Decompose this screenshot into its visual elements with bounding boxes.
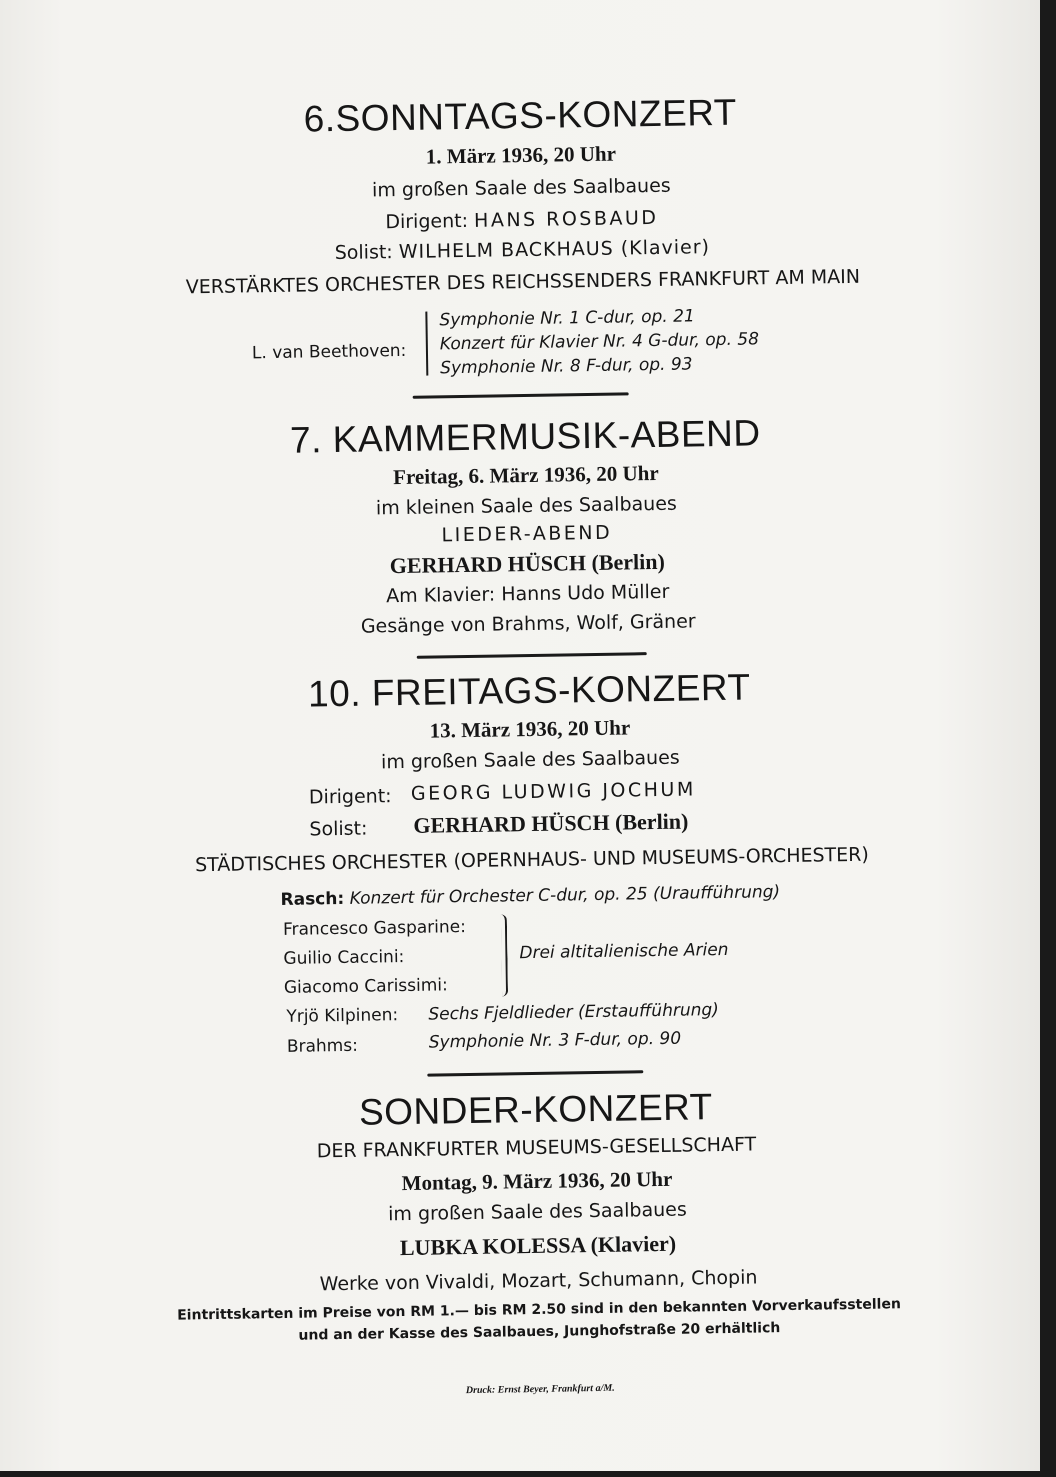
printer-credit: Druck: Ernst Beyer, Frankfurt a/M. xyxy=(465,1382,615,1397)
aria-work: Drei altitalienische Arien xyxy=(519,939,729,964)
concert-3-soloist: GERHARD HÜSCH (Berlin) xyxy=(413,808,689,838)
concert-4-title: SONDER-KONZERT xyxy=(358,1086,714,1133)
concert-2-program: Gesänge von Brahms, Wolf, Gräner xyxy=(360,610,696,638)
concert-2-subtitle: LIEDER-ABEND xyxy=(441,521,613,547)
conductor-label: Dirigent: xyxy=(385,209,469,234)
concert-2-venue: im kleinen Saale des Saalbaues xyxy=(375,492,678,520)
concert-3-orchestra: STÄDTISCHES ORCHESTER (OPERNHAUS- UND MUSEUMS-ORCHESTER) xyxy=(194,843,869,877)
works-brace xyxy=(425,312,428,376)
concert-1-conductor xyxy=(112,203,932,238)
kilpinen-label: Yrjö Kilpinen: xyxy=(286,1005,399,1027)
concert-2-date: Freitag, 6. März 1936, 20 Uhr xyxy=(392,460,659,490)
concert-4-date: Montag, 9. März 1936, 20 Uhr xyxy=(401,1166,673,1196)
aria-brace xyxy=(501,914,508,996)
concert-3-date: 13. März 1936, 20 Uhr xyxy=(429,715,631,743)
concert-3-venue: im großen Saale des Saalbaues xyxy=(380,746,680,774)
work-item: Symphonie Nr. 1 C-dur, op. 21 xyxy=(439,306,695,331)
concert-4-subtitle: DER FRANKFURTER MUSEUMS-GESELLSCHAFT xyxy=(316,1133,757,1163)
rasch-line xyxy=(280,882,780,910)
kilpinen-work: Sechs Fjeldlieder (Erstaufführung) xyxy=(428,1000,720,1025)
brahms-work: Symphonie Nr. 3 F-dur, op. 90 xyxy=(428,1028,682,1053)
ticket-info-line-1: Eintrittskarten im Preise von RM 1.— bis RM 2.50 sind in den bekannten Vorverkaufsstellen xyxy=(177,1296,901,1324)
aria-composer: Giacomo Carissimi: xyxy=(283,975,448,998)
concert-4-program: Werke von Vivaldi, Mozart, Schumann, Chopin xyxy=(319,1266,758,1296)
concert-3-conductor-label: Dirigent: xyxy=(308,785,392,809)
aria-composer: Francesco Gasparine: xyxy=(282,917,467,940)
concert-3-title: 10. FREITAGS-KONZERT xyxy=(307,666,751,715)
composer-label: Rasch: xyxy=(280,888,345,910)
concert-1-venue: im großen Saale des Saalbaues xyxy=(371,174,671,202)
aria-composer: Guilio Caccini: xyxy=(283,947,405,969)
concert-1-orchestra: VERSTÄRKTES ORCHESTER DES REICHSSENDERS FRANKFURT AM MAIN xyxy=(185,265,861,299)
work-item: Konzert für Klavier Nr. 4 G-dur, op. 58 xyxy=(439,329,760,355)
concert-1-title: 6.SONNTAGS-KONZERT xyxy=(303,91,738,140)
concert-4-performer: LUBKA KOLESSA (Klavier) xyxy=(399,1230,677,1261)
divider-3 xyxy=(427,1070,643,1076)
concert-4-venue: im großen Saale des Saalbaues xyxy=(388,1198,687,1226)
concert-2-accompanist: Am Klavier: Hanns Udo Müller xyxy=(386,580,670,608)
concert-1-composer: L. van Beethoven: xyxy=(251,340,407,364)
work-item: Symphonie Nr. 8 F-dur, op. 93 xyxy=(440,354,693,379)
concert-1-date: 1. März 1936, 20 Uhr xyxy=(425,141,617,169)
conductor-name: HANS ROSBAUD xyxy=(473,206,659,232)
divider-2 xyxy=(417,652,647,659)
concert-2-title: 7. KAMMERMUSIK-ABEND xyxy=(289,412,761,461)
concert-3-conductor: GEORG LUDWIG JOCHUM xyxy=(410,778,696,805)
concert-1-soloist xyxy=(112,233,932,268)
ticket-info-line-2: und an der Kasse des Saalbaues, Junghofstraße 20 erhältlich xyxy=(298,1320,781,1344)
program-page xyxy=(108,0,951,1477)
work-title: Konzert für Orchester C-dur, op. 25 (Uraufführung) xyxy=(349,882,781,909)
soloist-name: WILHELM BACKHAUS (Klavier) xyxy=(398,236,711,263)
divider-1 xyxy=(413,392,629,398)
soloist-label: Solist: xyxy=(334,241,393,265)
concert-3-soloist-label: Solist: xyxy=(309,817,368,841)
brahms-label: Brahms: xyxy=(286,1035,359,1057)
concert-2-performer: GERHARD HÜSCH (Berlin) xyxy=(389,548,665,579)
